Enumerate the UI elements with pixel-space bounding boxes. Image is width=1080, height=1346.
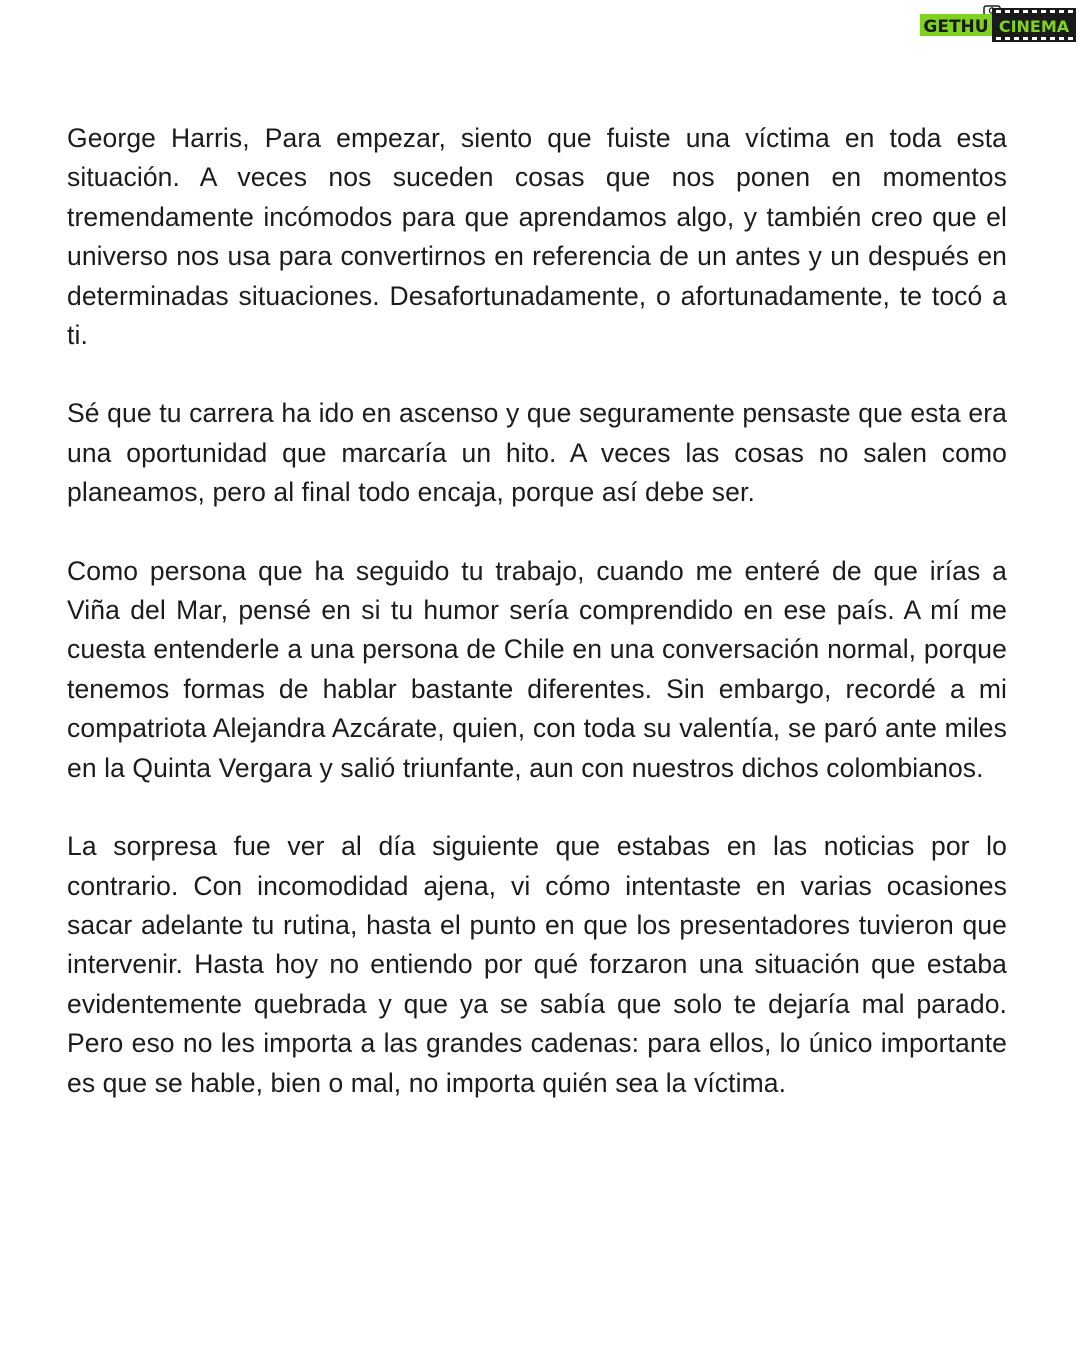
logo-text-right: CINEMA — [998, 17, 1070, 36]
letter-paragraph-4: La sorpresa fue ver al día siguiente que estabas en las noticias por lo contrario. Con incomodidad ajena, vi cómo intentaste en varias ocasiones sacar adelante tu rutina, hasta el punto en que los presentadores tuvieron que intervenir. Hasta hoy no entiendo por qué forzaron una situación que estaba evidentemente quebrada y que ya se sabía que solo te dejaría mal parado. Pero eso no les importa a las grandes cadenas: para ellos, lo único importante es que se hable, bien o mal, no importa quién sea la víctima. — [67, 831, 1007, 1098]
letter-body — [67, 119, 1007, 1142]
letter-paragraph-2: Sé que tu carrera ha ido en ascenso y que seguramente pensaste que esta era una oportunidad que marcaría un hito. A veces las cosas no salen como planeamos, pero al final todo encaja, porque así debe ser. — [67, 398, 1007, 508]
logo-text-left: GETHU — [923, 17, 989, 37]
letter-paragraph-3: Como persona que ha seguido tu trabajo, cuando me enteré de que irías a Viña del Mar, pensé en si tu humor sería comprendido en ese país. A mí me cuesta entenderle a una persona de Chile en una conversación normal, porque tenemos formas de hablar bastante diferentes. Sin embargo, recordé a mi compatriota Alejandra Azcárate, quien, con toda su valentía, se paró ante miles en la Quinta Vergara y salió triunfante, aun con nuestros dichos colombianos. — [67, 555, 1007, 783]
letter-paragraph-1: George Harris, Para empezar, siento que fuiste una víctima en toda esta situación. A veces nos suceden cosas que nos ponen en momentos tremendamente incómodos para que aprendamos algo, y también creo que el universo nos usa para convertirnos en referencia de un antes y un después en determinadas situaciones. Desafortunadamente, o afortunadamente, te tocó a ti. — [67, 123, 1007, 351]
gethu-cinema-logo — [918, 4, 1078, 44]
